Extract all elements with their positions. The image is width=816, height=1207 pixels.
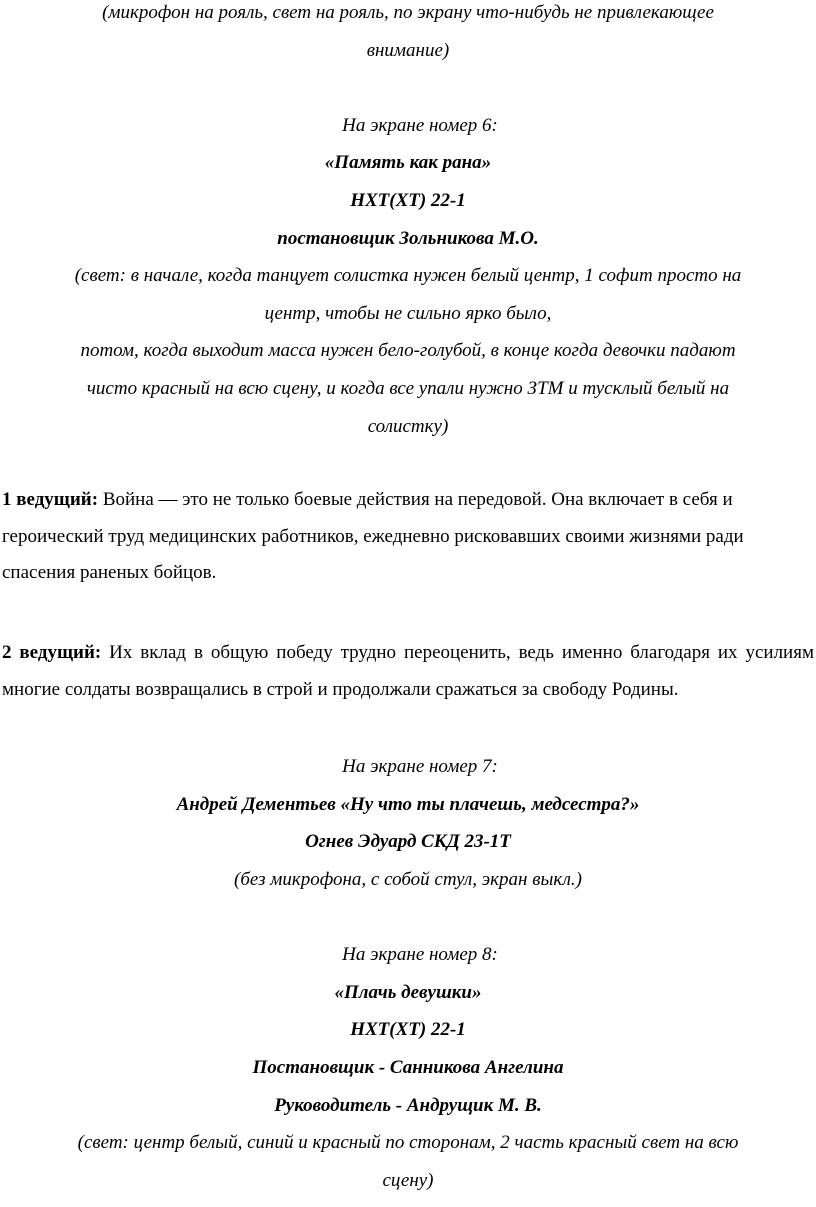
top-note-line-2: внимание) <box>366 40 450 61</box>
host1-text: Война — это не только боевые действия на передовой. Она включает в себя и героический труд медицинских работников, ежедневно рисковавших своими жизнями ради спасения раненых бойцов. <box>2 489 744 583</box>
number6-light-line-5: солистку) <box>367 416 449 437</box>
number6-title: «Память как рана» <box>324 152 492 173</box>
number6-screen: На экране номер 6: <box>342 115 498 136</box>
number6-group: НХТ(ХТ) 22-1 <box>350 190 466 211</box>
number8-title: «Плачь девушки» <box>334 982 482 1003</box>
number6-light-line-2: центр, чтобы не сильно ярко было, <box>264 303 552 324</box>
number6-light-line-4: чисто красный на всю сцену, и когда все упали нужно ЗТМ и тусклый белый на <box>86 378 730 399</box>
host2-text: Их вклад в общую победу трудно переоценить, ведь именно благодаря их усилиям многие солдаты возвращались в строй и продолжали сражаться за свободу Родины. <box>2 642 814 700</box>
number6-light-line-3: потом, когда выходит масса нужен бело-голубой, в конце когда девочки падают <box>80 340 736 361</box>
number8-screen: На экране номер 8: <box>342 944 498 965</box>
number8-group: НХТ(ХТ) 22-1 <box>350 1019 466 1040</box>
number8-director: Постановщик - Санникова Ангелина <box>252 1057 564 1078</box>
number8-light-line-2: сцену) <box>382 1170 434 1191</box>
number8-light-line-1: (свет: центр белый, синий и красный по сторонам, 2 часть красный свет на всю <box>77 1132 739 1153</box>
host2-paragraph <box>2 635 814 708</box>
number7-title: Андрей Дементьев «Ну что ты плачешь, медсестра?» <box>176 794 640 815</box>
number6-director: постановщик Зольникова М.О. <box>277 228 539 249</box>
host1-paragraph <box>2 482 814 592</box>
number7-screen: На экране номер 7: <box>342 756 498 777</box>
host2-label: 2 ведущий: <box>2 642 102 663</box>
number8-supervisor: Руководитель - Андрущик М. В. <box>274 1095 542 1116</box>
host1-label: 1 ведущий: <box>2 489 99 510</box>
number7-note: (без микрофона, с собой стул, экран выкл.) <box>234 869 582 890</box>
top-note-line-1: (микрофон на рояль, свет на рояль, по экрану что-нибудь не привлекающее <box>102 2 714 23</box>
number7-performer: Огнев Эдуард СКД 23-1Т <box>305 831 511 852</box>
number6-light-line-1: (свет: в начале, когда танцует солистка нужен белый центр, 1 софит просто на <box>74 265 742 286</box>
